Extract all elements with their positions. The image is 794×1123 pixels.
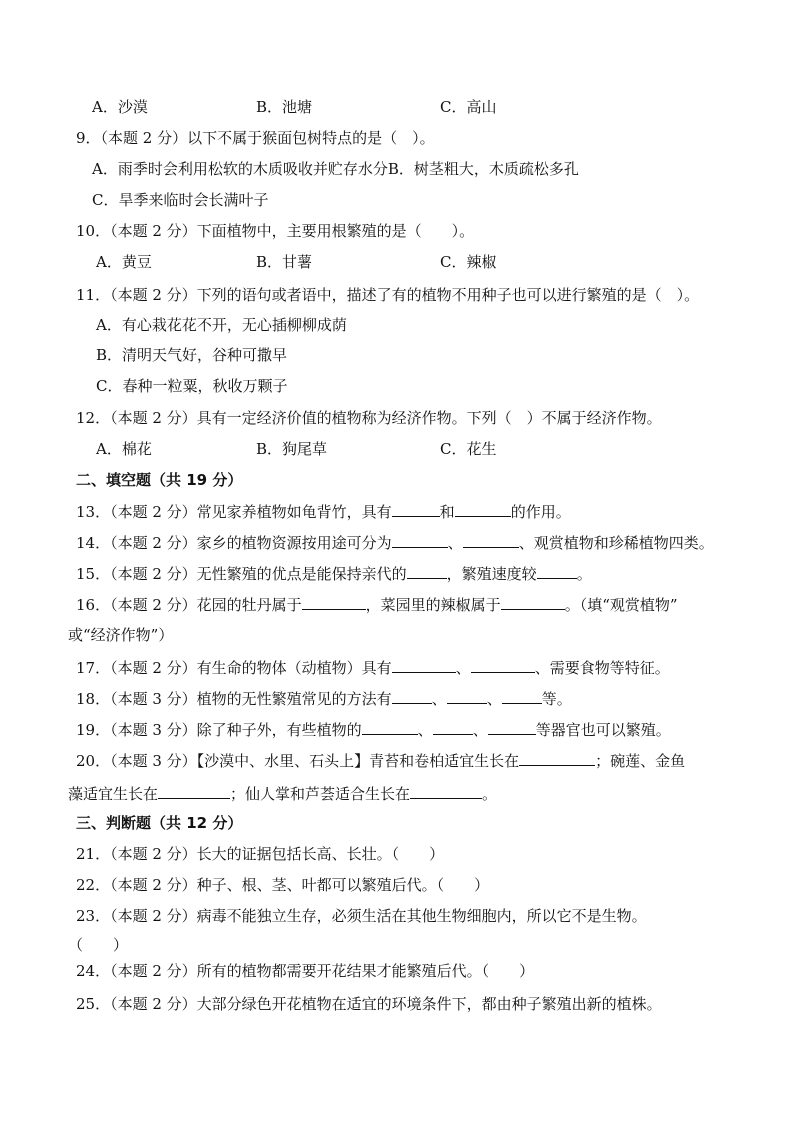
q13: 13．（本题 2 分）常见家养植物如龟背竹，具有 和 的作用。 [76,500,571,522]
q20-blank-1[interactable] [519,749,595,766]
q16-continuation: 或“经济作物”） [68,626,174,644]
q16-blank-2[interactable] [501,593,565,610]
q8-option-a: A．沙漠 [92,98,148,116]
q12-stem: 12．（本题 2 分）具有一定经济价值的植物称为经济作物。下列（ ）不属于经济作物。 [76,409,662,427]
q22: 22．（本题 2 分）种子、根、茎、叶都可以繁殖后代。（ ） [76,876,490,894]
q14: 14．（本题 2 分）家乡的植物资源按用途可分为 、 、观赏植物和珍稀植物四类。 [76,531,714,553]
section-true-false-title: 三、判断题（共 12 分） [76,814,243,832]
q20-line-2: 藻适宜生长在 ；仙人掌和芦荟适合生长在 。 [68,782,497,804]
q9-option-c: C．旱季来临时会长满叶子 [92,191,269,209]
q11-option-c: C．春种一粒粟，秋收万颗子 [96,377,288,395]
q24: 24．（本题 2 分）所有的植物都需要开花结果才能繁殖后代。（ ） [76,962,535,980]
q17-blank-2[interactable] [471,656,535,673]
q9-stem: 9．（本题 2 分）以下不属于猴面包树特点的是（ ）。 [76,129,435,147]
q13-blank-1[interactable] [392,500,440,517]
q8-option-b: B．池塘 [256,98,313,116]
q8-option-c: C．高山 [440,98,497,116]
q10-option-a: A．黄豆 [96,253,152,271]
q16: 16．（本题 2 分）花园的牡丹属于 ，菜园里的辣椒属于 。（填“观赏植物” [76,593,678,615]
q11-stem: 11．（本题 2 分）下列的语句或者语中，描述了有的植物不用种子也可以进行繁殖的是（ ）。 [76,286,700,304]
q20-blank-3[interactable] [410,782,482,799]
q20-blank-2[interactable] [158,782,230,799]
q14-blank-2[interactable] [463,531,519,548]
q17: 17．（本题 2 分）有生命的物体（动植物）具有 、 、需要食物等特征。 [76,656,670,678]
q14-blank-1[interactable] [392,531,448,548]
q15-blank-2[interactable] [537,562,577,579]
q18-blank-1[interactable] [392,687,432,704]
q10-stem: 10．（本题 2 分）下面植物中，主要用根繁殖的是（ ）。 [76,222,475,240]
q16-blank-1[interactable] [302,593,366,610]
q9-options-ab: A．雨季时会利用松软的木质吸收并贮存水分B．树茎粗大，木质疏松多孔 [92,160,579,178]
q12-option-b: B．狗尾草 [256,440,328,458]
q25: 25．（本题 2 分）大部分绿色开花植物在适宜的环境条件下，都由种子繁殖出新的植株。 [76,995,662,1013]
q19: 19．（本题 3 分）除了种子外，有些植物的 、 、 等器官也可以繁殖。 [76,718,671,740]
q19-blank-3[interactable] [488,718,536,735]
q23-line-2: （ ） [68,936,129,954]
q15: 15．（本题 2 分）无性繁殖的优点是能保持亲代的 ，繁殖速度较 。 [76,562,592,584]
q18-blank-3[interactable] [502,687,542,704]
q18-blank-2[interactable] [447,687,487,704]
q12-option-a: A．棉花 [96,440,152,458]
q19-blank-2[interactable] [433,718,473,735]
q12-option-c: C．花生 [440,440,497,458]
q18: 18．（本题 3 分）植物的无性繁殖常见的方法有 、 、 等。 [76,687,572,709]
q19-blank-1[interactable] [362,718,418,735]
q20-line-1: 20．（本题 3 分）【沙漠中、水里、石头上】青苔和卷柏适宜生长在 ；碗莲、金鱼 [76,749,685,771]
q10-option-c: C．辣椒 [440,253,497,271]
q17-blank-1[interactable] [392,656,456,673]
section-fill-in-title: 二、填空题（共 19 分） [76,471,243,489]
q21: 21．（本题 2 分）长大的证据包括长高、长壮。（ ） [76,845,445,863]
q15-blank-1[interactable] [407,562,447,579]
q10-option-b: B．甘薯 [256,253,313,271]
q23-line-1: 23．（本题 2 分）病毒不能独立生存，必须生活在其他生物细胞内，所以它不是生物。 [76,907,647,925]
q11-option-a: A．有心栽花花不开，无心插柳柳成荫 [96,316,347,334]
q13-blank-2[interactable] [455,500,511,517]
q11-option-b: B．清明天气好，谷种可撒早 [96,346,288,364]
